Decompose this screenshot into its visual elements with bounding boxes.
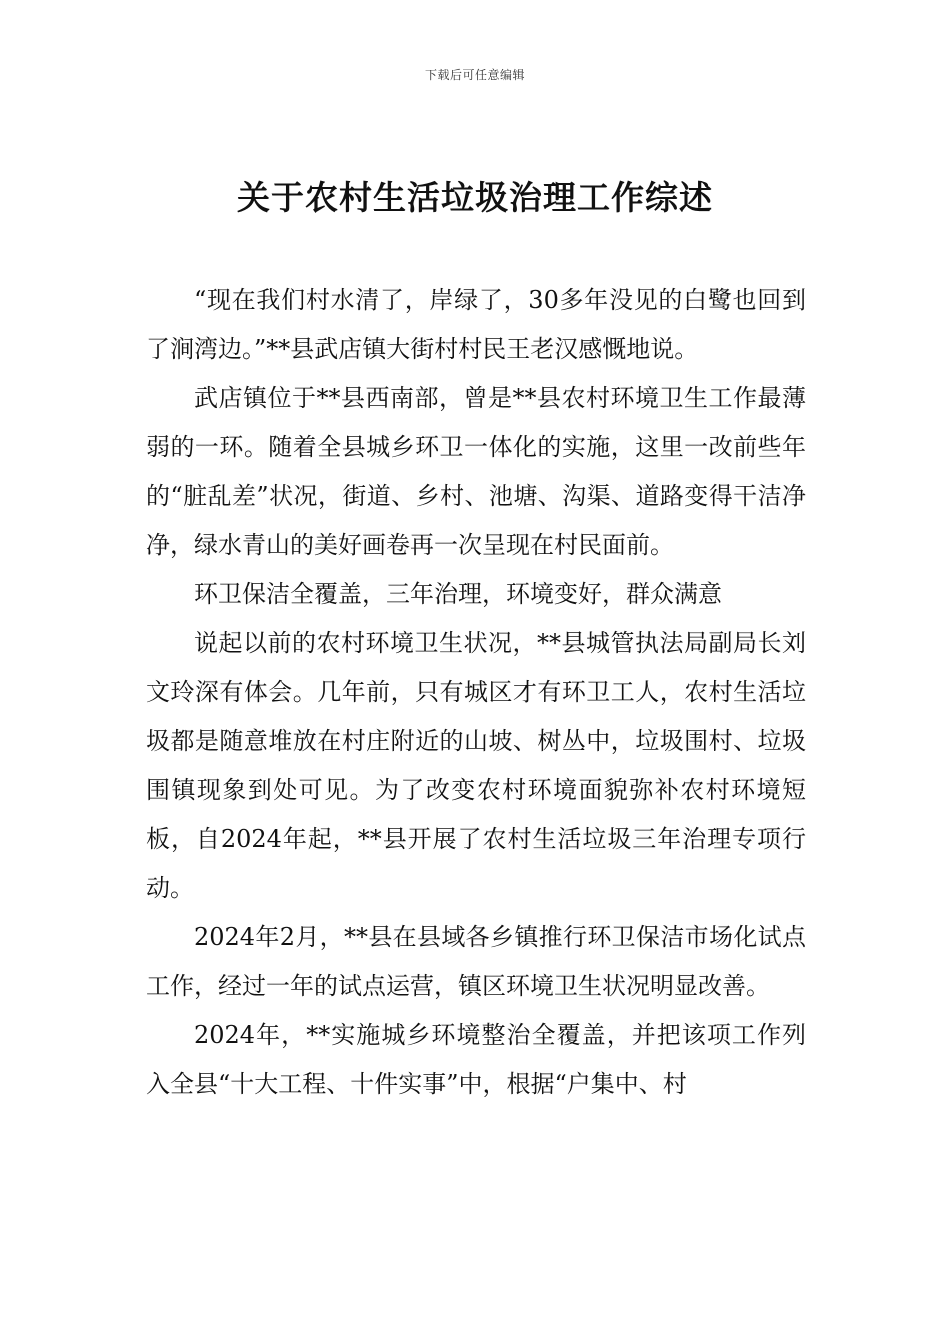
section-heading: 环卫保洁全覆盖，三年治理，环境变好，群众满意 bbox=[194, 580, 722, 608]
paragraph-5: 2024年，**实施城乡环境整治全覆盖，并把该项工作列入全县“十大工程、十件实事”中，根据“户集中、村 bbox=[146, 1021, 806, 1098]
paragraph-2: 武店镇位于**县西南部，曾是**县农村环境卫生工作最薄弱的一环。随着全县城乡环卫一体化的实施，这里一改前些年的“脏乱差”状况，街道、乡村、池塘、沟渠、道路变得干洁净净，绿水青山的美好画卷再一次呈现在村民面前。 bbox=[146, 384, 806, 559]
document-title: 关于农村生活垃圾治理工作综述 bbox=[237, 178, 713, 217]
paragraph-3: 说起以前的农村环境卫生状况，**县城管执法局副局长刘文玲深有体会。几年前，只有城区才有环卫工人，农村生活垃圾都是随意堆放在村庄附近的山坡、树丛中，垃圾围村、垃圾围镇现象到处可见。为了改变农村环境面貌弥补农村环境短板，自2024年起，**县开展了农村生活垃圾三年治理专项行动。 bbox=[146, 629, 806, 902]
header-note: 下载后可任意编辑 bbox=[424, 68, 525, 82]
paragraph-1: “现在我们村水清了，岸绿了，30多年没见的白鹭也回到了涧湾边。”**县武店镇大街村村民王老汉感慨地说。 bbox=[146, 286, 806, 363]
document-body bbox=[146, 276, 806, 1109]
paragraph-4: 2024年2月，**县在县域各乡镇推行环卫保洁市场化试点工作，经过一年的试点运营，镇区环境卫生状况明显改善。 bbox=[146, 923, 806, 1000]
